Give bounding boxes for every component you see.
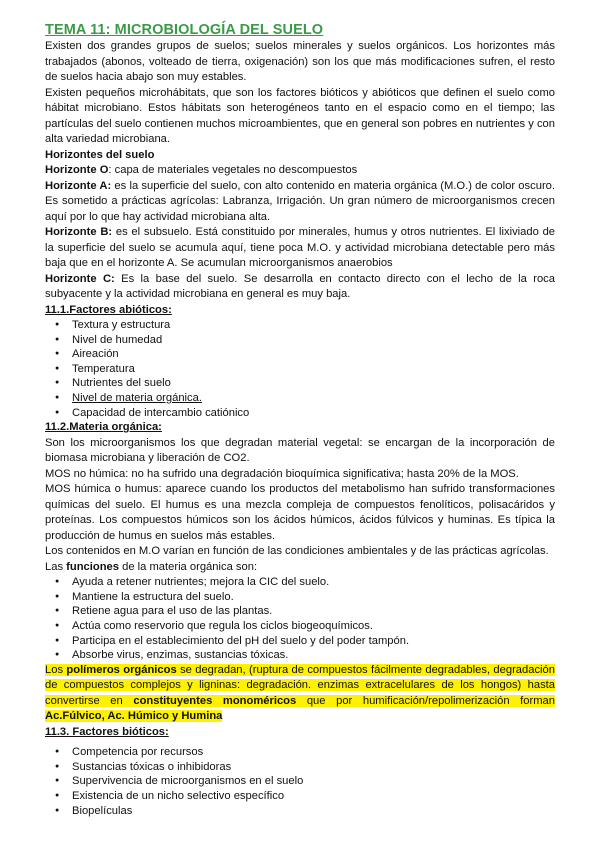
abioticos-heading: 11.1.Factores abióticos: xyxy=(45,303,172,316)
horizonte-b-label: Horizonte B: xyxy=(45,226,113,238)
horizonte-b xyxy=(45,225,555,272)
text-span: Las xyxy=(45,560,67,573)
intro-paragraph-2: Existen pequeños microhábitats, que son los factores bióticos y abióticos que definen el suelo como hábitat microbiano. Estos hábitats son heterogéneos tanto en el espacio como en el tiempo; las partículas del suelo contienen muchos microambientes, que en general son pobres en nutrientes y con alta variedad microbiana. xyxy=(45,86,555,145)
list-item: ● Absorbe virus, enzimas, sustancias tóxicas. xyxy=(72,648,555,663)
highlight-bold: polímeros orgánicos xyxy=(66,663,177,676)
list-item: ● Nivel de humedad xyxy=(72,333,555,348)
materia-paragraph-3: MOS húmica o humus: aparece cuando los productos del metabolismo han sufrido transformaciones químicas del suelo. El humus es una mezcla compleja de compuestos fenolíticos, polisacáridos y proteínas. Los compuestos húmicos son los ácidos húmicos, ácidos fúlvicos y huminas. Es típica la producción de humus en suelos más estables. xyxy=(45,483,555,542)
highlighted-paragraph xyxy=(45,663,555,725)
intro-paragraph-1: Existen dos grandes grupos de suelos; suelos minerales y suelos orgánicos. Los horizontes más trabajados (abonos, volteado de tierra, oxigenación) son los que más modificaciones sufren, el resto de suelos hacia abajo son muy estables. xyxy=(45,40,555,83)
highlight-bold: Ac.Fúlvico, Ac. Húmico y Humina xyxy=(45,710,223,723)
horizonte-o-text: : capa de materiales vegetales no descompuestos xyxy=(108,164,358,176)
materia-paragraph-1: Son los microorganismos los que degradan material vegetal: se encargan de la incorporación de biomasa microbiana y liberación de CO2. xyxy=(45,436,555,465)
list-item: ● Actúa como reservorio que regula los ciclos biogeoquímicos. xyxy=(72,619,555,634)
horizonte-o xyxy=(45,163,555,179)
list-item: ● Nutrientes del suelo xyxy=(72,376,555,391)
horizonte-a xyxy=(45,179,555,226)
list-item: ● Temperatura xyxy=(72,362,555,377)
highlight-span: que por humificación/repolimerización forman xyxy=(296,694,555,707)
horizonte-c-label: Horizonte C: xyxy=(45,272,115,285)
list-item: ● Ayuda a retener nutrientes; mejora la CIC del suelo. xyxy=(72,575,555,590)
highlight-bold: constituyentes monoméricos xyxy=(133,694,297,707)
list-item: ● Competencia por recursos xyxy=(72,745,555,760)
list-item: ● Sustancias tóxicas o inhibidoras xyxy=(72,760,555,775)
highlight-span: Los xyxy=(45,663,67,676)
horizonte-c xyxy=(45,272,555,303)
list-item: ● Existencia de un nicho selectivo específico xyxy=(72,789,555,804)
horizontes-heading: Horizontes del suelo xyxy=(45,148,155,161)
horizonte-c-text: Es la base del suelo. Se desarrolla en contacto directo con el lecho de la roca subyacente y la actividad microbiana en general es muy baja. xyxy=(45,272,555,300)
horizonte-o-label: Horizonte O xyxy=(45,164,109,176)
list-item: ● Biopelículas xyxy=(72,804,555,819)
list-item: ● Supervivencia de microorganismos en el suelo xyxy=(72,774,555,789)
abioticos-list xyxy=(45,318,555,420)
bioticos-list xyxy=(45,745,555,818)
horizonte-a-label: Horizonte A: xyxy=(45,179,112,192)
materia-paragraph-2: MOS no húmica: no ha sufrido una degradación bioquímica significativa; hasta 20% de la MOS. xyxy=(45,467,519,480)
page-title: TEMA 11: MICROBIOLOGÍA DEL SUELO xyxy=(45,22,324,38)
horizonte-a-text: es la superficie del suelo, con alto contenido en materia orgánica (M.O.) de color oscuro. Es sometido a prácticas agrícolas: Labranza, Irrigación. Un gran número de microorganismos crecen aquí por lo que hay actividad microbiana alta. xyxy=(45,179,555,223)
list-item: ● Textura y estructura xyxy=(72,318,555,333)
list-item: ● Aireación xyxy=(72,347,555,362)
materia-heading: 11.2.Materia orgánica: xyxy=(45,421,162,434)
list-item: ● Retiene agua para el uso de las plantas. xyxy=(72,604,555,619)
materia-paragraph-5 xyxy=(45,560,555,576)
funciones-bold: funciones xyxy=(66,560,119,573)
list-item: ● Participa en el establecimiento del pH del suelo y del poder tampón. xyxy=(72,634,555,649)
list-item: ● Nivel de materia orgánica. xyxy=(72,391,555,406)
horizonte-b-text: es el subsuelo. Está constituido por minerales, humus y otros nutrientes. El lixiviado de la superficie del suelo se acumula aquí, tiene poca M.O. y actividad microbiana detectable pero más baja que en el horizonte A. Se acumulan microorganismos anaerobios xyxy=(45,226,556,269)
highlight-span: se degradan, (ruptura de compuestos fácilmente degradables, degradación de compuestos complejos y ligninas: degradación. enzimas extracelulares de los hongos) hasta convertirse en xyxy=(45,663,555,707)
list-item: ● Capacidad de intercambio catiónico xyxy=(72,406,555,421)
text-span: de la materia orgánica son: xyxy=(119,560,258,573)
list-item: ● Mantiene la estructura del suelo. xyxy=(72,590,555,605)
bioticos-heading: 11.3. Factores bióticos: xyxy=(45,725,169,738)
materia-paragraph-4: Los contenidos en M.O varían en función de las condiciones ambientales y de las prácticas agrícolas. xyxy=(45,545,549,558)
funciones-list xyxy=(45,575,555,663)
